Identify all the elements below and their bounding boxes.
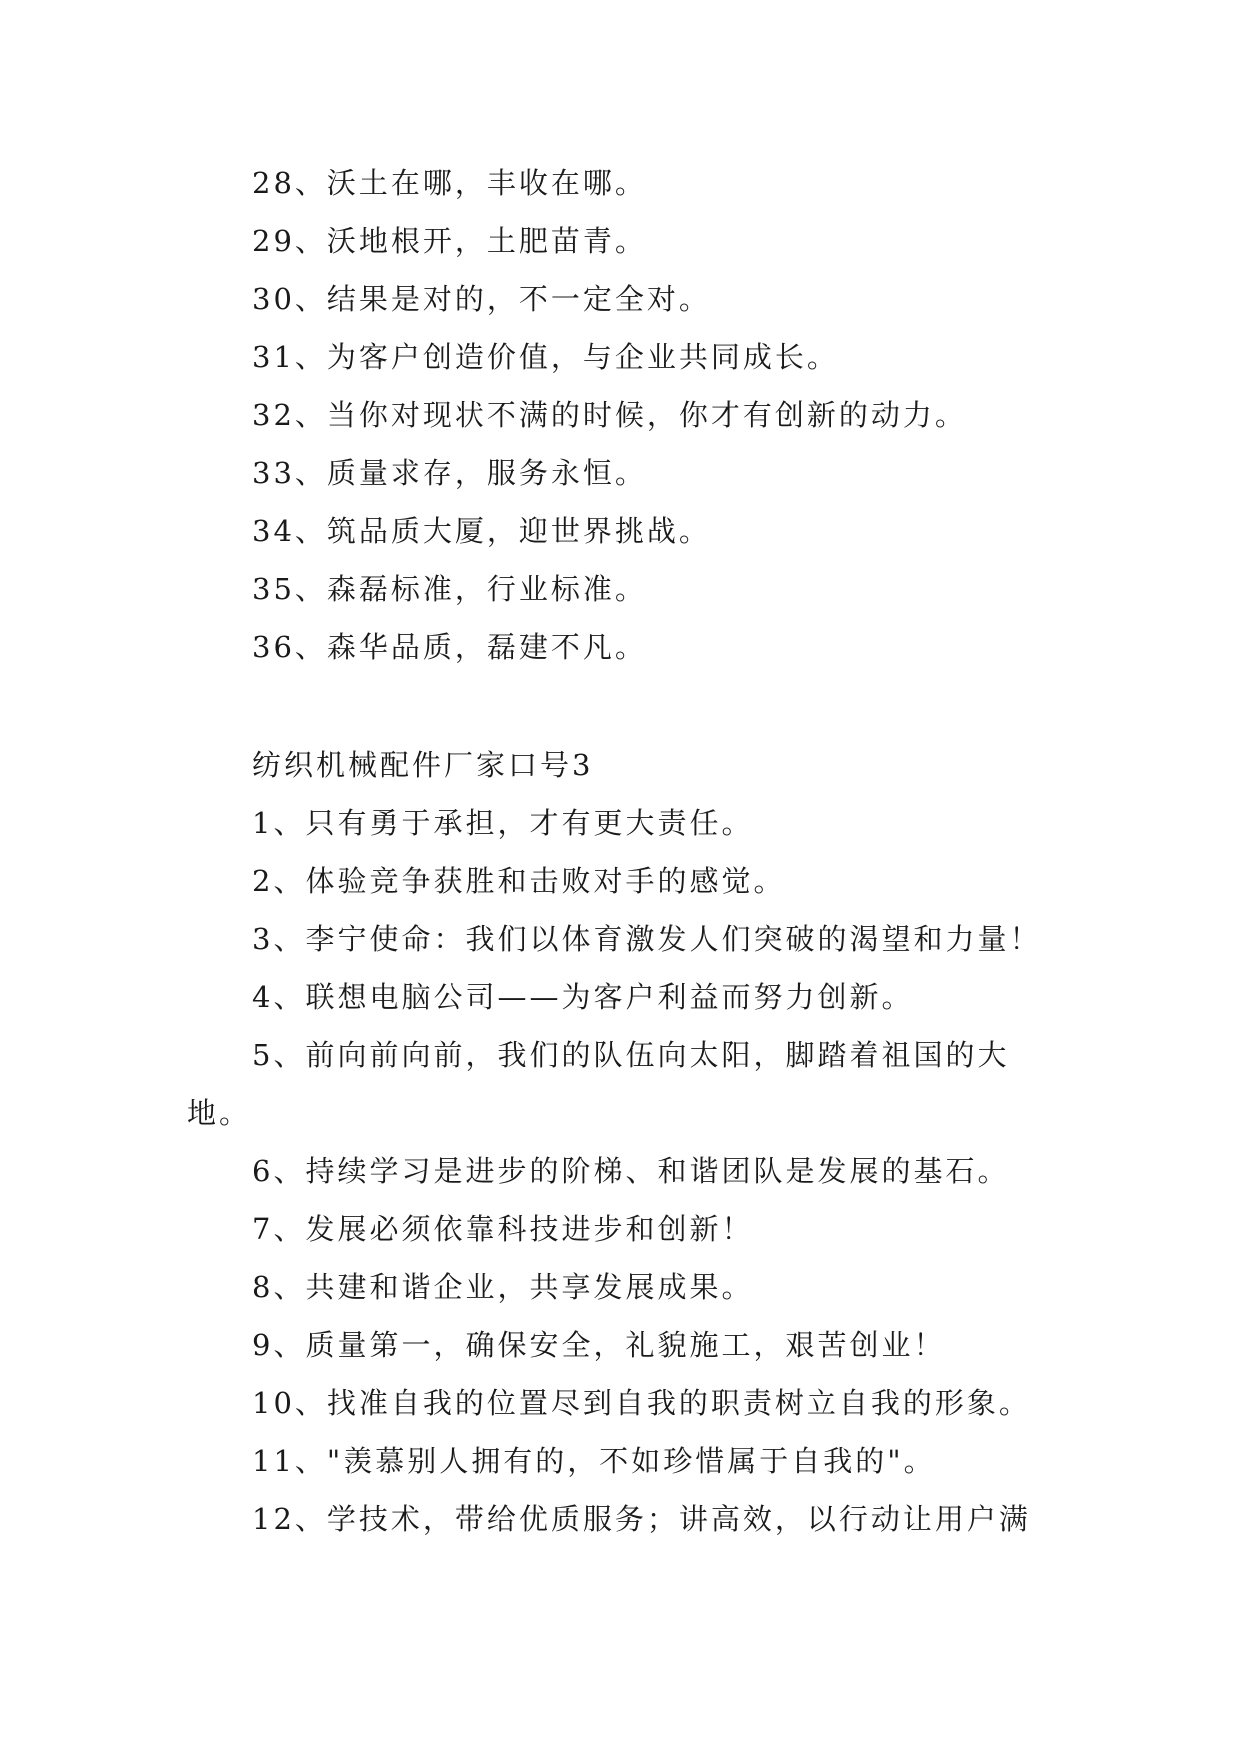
list-item: 1、只有勇于承担，才有更大责任。: [252, 806, 754, 840]
list-item-continuation: 地。: [187, 1096, 252, 1130]
list-item: 10、找准自我的位置尽到自我的职责树立自我的形象。: [252, 1386, 1031, 1420]
list-item: 36、森华品质，磊建不凡。: [252, 630, 647, 664]
list-item: 30、结果是对的，不一定全对。: [252, 282, 711, 316]
list-item: 8、共建和谐企业，共享发展成果。: [252, 1270, 754, 1304]
list-item: 7、发展必须依靠科技进步和创新！: [252, 1212, 754, 1246]
list-item: 9、质量第一，确保安全，礼貌施工，艰苦创业！: [252, 1328, 946, 1362]
list-item: 32、当你对现状不满的时候，你才有创新的动力。: [252, 398, 967, 432]
list-item: 5、前向前向前，我们的队伍向太阳，脚踏着祖国的大: [252, 1038, 1010, 1072]
list-item: 12、学技术，带给优质服务；讲高效，以行动让用户满: [252, 1502, 1031, 1536]
list-item: 35、森磊标准，行业标准。: [252, 572, 647, 606]
list-item: 6、持续学习是进步的阶梯、和谐团队是发展的基石。: [252, 1154, 1010, 1188]
list-item: 28、沃土在哪，丰收在哪。: [252, 166, 647, 200]
list-item: 4、联想电脑公司——为客户利益而努力创新。: [252, 980, 914, 1014]
list-item: 2、体验竞争获胜和击败对手的感觉。: [252, 864, 786, 898]
list-item: 33、质量求存，服务永恒。: [252, 456, 647, 490]
list-item: 3、李宁使命：我们以体育激发人们突破的渴望和力量！: [252, 922, 1042, 956]
list-item: 34、筑品质大厦，迎世界挑战。: [252, 514, 711, 548]
list-item: 31、为客户创造价值，与企业共同成长。: [252, 340, 839, 374]
list-item: 29、沃地根开，土肥苗青。: [252, 224, 647, 258]
list-item: 11、"羡慕别人拥有的，不如珍惜属于自我的"。: [252, 1444, 936, 1478]
section-heading: 纺织机械配件厂家口号3: [252, 748, 594, 782]
